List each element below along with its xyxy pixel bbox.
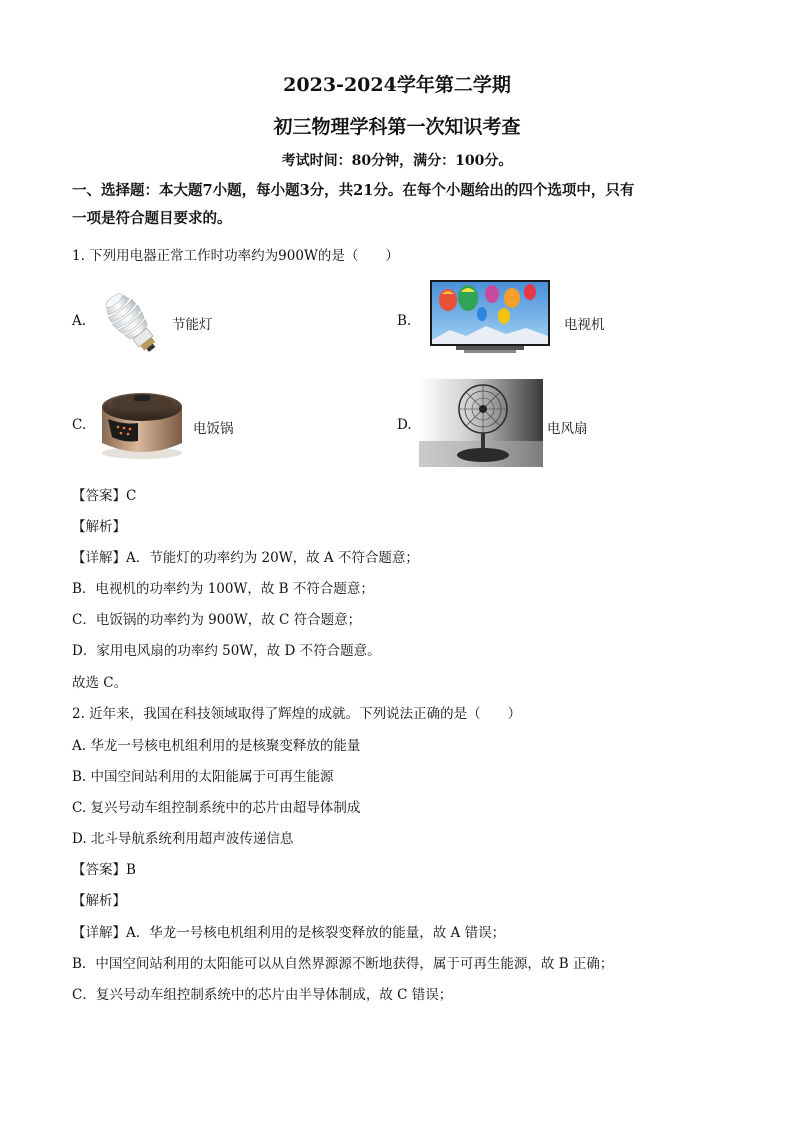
q1-detail-line: D．家用电风扇的功率约 50W，故 D 不符合题意。 [72,643,381,659]
section-heading-line1: 一、选择题：本大题7小题，每小题3分，共21分。在每个小题给出的四个选项中，只有 [72,182,635,199]
section-heading [72,177,722,233]
exam-title-term: 2023-2024学年第二学期 [283,74,511,96]
q1-option-a-letter: A. [72,313,87,329]
q1-option-b-label: 电视机 [564,317,605,333]
q2-detail-line: C．复兴号动车组控制系统中的芯片由半导体制成，故 C 错误； [72,987,453,1003]
q1-conclusion: 故选 C。 [72,675,128,691]
q1-option-c-letter: C. [72,417,87,433]
q2-detail-line: B．中国空间站利用的太阳能可以从自然界源源不断地获得，属于可再生能源，故 B 正确； [72,956,614,972]
q1-analysis-heading: 【解析】 [72,519,126,535]
q1-option-d-label: 电风扇 [547,421,588,437]
q2-option-a: A. 华龙一号核电机组利用的是核聚变释放的能量 [72,738,361,754]
rice-cooker-icon [94,381,190,461]
q2-answer: 【答案】B [72,862,136,878]
exam-info: 考试时间：80分钟，满分：100分。 [281,153,513,169]
cfl-bulb-icon [92,286,172,358]
exam-title-subject: 初三物理学科第一次知识考查 [273,116,521,138]
q1-answer: 【答案】C [72,488,137,504]
q1-option-c-label: 电饭锅 [193,421,234,437]
q1-detail-line: 【详解】A．节能灯的功率约为 20W，故 A 不符合题意； [72,550,419,566]
q2-option-b: B. 中国空间站利用的太阳能属于可再生能源 [72,769,334,785]
q1-detail-line: B．电视机的功率约为 100W，故 B 不符合题意； [72,581,374,597]
q1-option-a-label: 节能灯 [172,317,213,333]
q1-option-b-letter: B. [397,313,412,329]
q2-analysis-heading: 【解析】 [72,893,126,909]
q2-stem: 2. 近年来，我国在科技领域取得了辉煌的成就。下列说法正确的是（ ） [72,706,522,722]
fan-icon [419,379,543,467]
section-heading-line2: 一项是符合题目要求的。 [72,210,232,227]
q1-detail-line: C．电饭锅的功率约为 900W，故 C 符合题意； [72,612,362,628]
q2-option-d: D. 北斗导航系统利用超声波传递信息 [72,831,294,847]
q1-option-d-letter: D. [397,417,412,433]
q2-detail-line: 【详解】A．华龙一号核电机组利用的是核裂变释放的能量，故 A 错误； [72,925,506,941]
q1-stem: 1. 下列用电器正常工作时功率约为900W的是（ ） [72,248,399,264]
tv-icon [430,280,550,356]
q2-option-c: C. 复兴号动车组控制系统中的芯片由超导体制成 [72,800,361,816]
